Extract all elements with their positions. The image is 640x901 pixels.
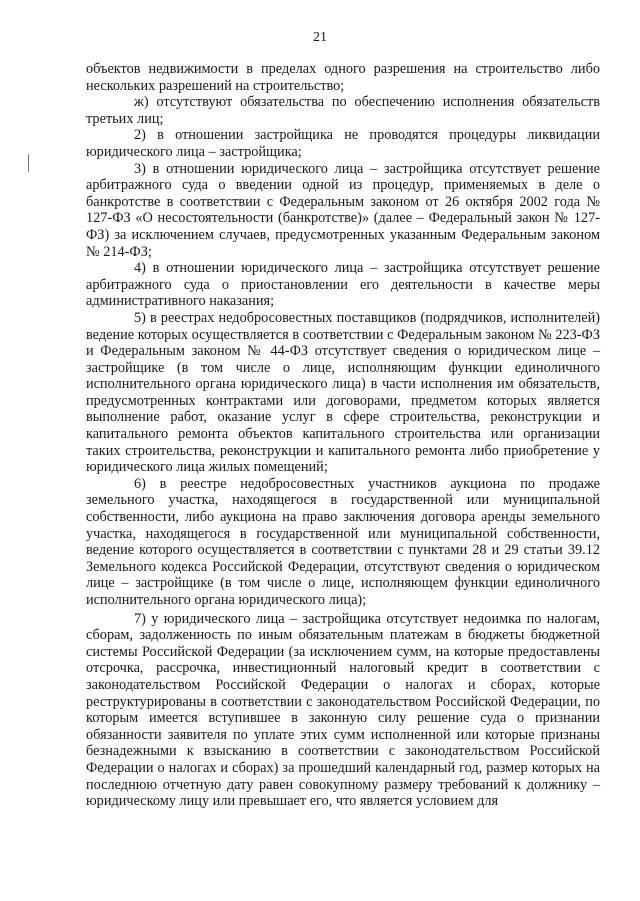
page-number: 21 bbox=[313, 30, 327, 45]
document-body bbox=[86, 61, 600, 810]
paragraph-item-6: 6) в реестре недобросовестных участников аукциона по продаже земельного участка, находящегося в государственной или муниципальной собственности, либо аукциона на право заключения договора аренды земельного участка, находящегося в государственной или муниципальной собственности, ведение которого осуществляется в соответствии с пунктами 28 и 29 статьи 39.12 Земельного кодекса Российской Федерации, отсутствуют сведения о юридическом лице – застройщике (в том числе о лице, исполняющем функции единоличного исполнительного органа юридического лица); bbox=[86, 475, 600, 608]
paragraph-item-5: 5) в реестрах недобросовестных поставщиков (подрядчиков, исполнителей) ведение которых осуществляется в соответствии с Федеральным законом № 223-ФЗ и Федеральным законом № 44-ФЗ отсутствует сведения о юридическом лице – застройщике (в том числе о лице, исполняющим функции единоличного исполнительного органа юридического лица) в части исполнения им обязательств, предусмотренных контрактами или договорами, предметом которых является выполнение работ, оказание услуг в сфере строительства, реконструкции и капитального ремонта объектов капитального строительства или организации таких строительства, реконструкции и капитального ремонта либо приобретение у юридического лица жилых помещений; bbox=[86, 309, 600, 476]
paragraph-item-2: 2) в отношении застройщика не проводятся процедуры ликвидации юридического лица – застройщика; bbox=[86, 127, 600, 160]
paragraph-continuation: объектов недвижимости в пределах одного разрешения на строительство либо нескольких разрешений на строительство; bbox=[86, 61, 600, 94]
paragraph-item-zh: ж) отсутствуют обязательства по обеспечению исполнения обязательств третьих лиц; bbox=[86, 94, 600, 127]
margin-mark bbox=[28, 154, 29, 172]
paragraph-item-4: 4) в отношении юридического лица – застройщика отсутствует решение арбитражного суда о приостановлении его деятельности в качестве меры административного наказания; bbox=[86, 260, 600, 310]
paragraph-item-7: 7) у юридического лица – застройщика отсутствует недоимка по налогам, сборам, задолженность по иным обязательным платежам в бюджеты бюджетной системы Российской Федерации (за исключением сумм, на которые предоставлены отсрочка, рассрочка, инвестиционный налоговый кредит в соответствии с законодательством Российской Федерации о налогах и сборах, которые реструктурированы в соответствии с законодательством Российской Федерации, по которым имеется вступившее в законную силу решение суда о признании обязанности заявителя по уплате этих сумм исполненной или которые признаны безнадежными к взысканию в соответствии с законодательством Российской Федерации о налогах и сборах) за прошедший календарный год, размер которых на последнюю отчетную дату равен совокупному размеру требований к должнику – юридическому лицу или превышает его, что является условием для bbox=[86, 610, 600, 810]
paragraph-item-3: 3) в отношении юридического лица – застройщика отсутствует решение арбитражного суда о введении одной из процедур, применяемых в деле о банкротстве в соответствии с Федеральным законом от 26 октября 2002 года № 127-ФЗ «О несостоятельности (банкротстве)» (далее – Федеральный закон № 127-ФЗ) за исключением случаев, предусмотренных указанным Федеральным законом № 214-ФЗ; bbox=[86, 160, 600, 260]
